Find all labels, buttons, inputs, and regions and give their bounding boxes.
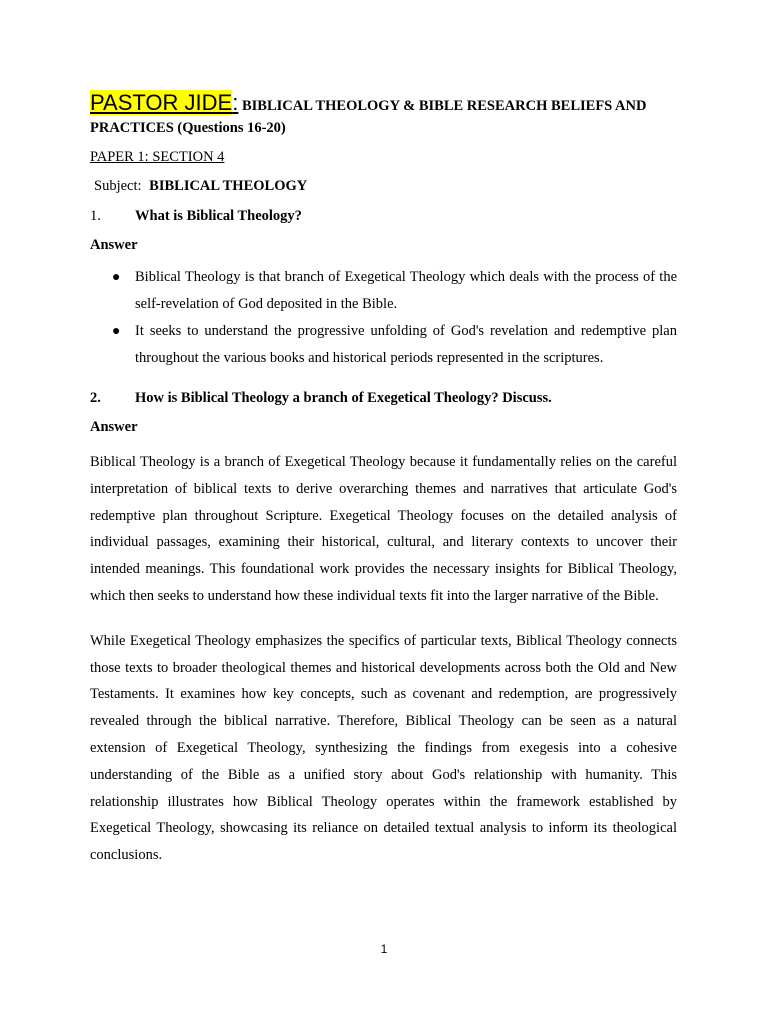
page-number: 1	[380, 942, 388, 956]
author-colon: :	[232, 90, 239, 115]
question-text: What is Biblical Theology?	[135, 208, 302, 224]
document-title	[90, 92, 677, 139]
bullet-text: Biblical Theology is that branch of Exegetical Theology which deals with the process of the self-revelation of God deposited in the Bible.	[135, 269, 677, 312]
list-item	[90, 318, 677, 372]
subject-line	[90, 176, 677, 196]
author-name-highlighted: PASTOR JIDE	[90, 90, 233, 115]
subject-label: Subject:	[94, 178, 142, 194]
question-2	[90, 388, 677, 408]
document-body	[90, 92, 677, 869]
section-heading: PAPER 1: SECTION 4	[90, 149, 225, 165]
bullet-icon: ●	[112, 270, 121, 285]
answer-bullet-list	[90, 264, 677, 372]
subject-value: BIBLICAL THEOLOGY	[149, 178, 308, 194]
bullet-icon: ●	[112, 324, 121, 339]
answer-label: Answer	[90, 237, 138, 253]
answer-label: Answer	[90, 419, 138, 435]
title-text: BIBLICAL THEOLOGY & BIBLE RESEARCH BELIEFS AND PRACTICES (Questions 16-20)	[90, 98, 647, 136]
list-item	[90, 264, 677, 318]
question-number: 2.	[90, 390, 101, 406]
bullet-text: It seeks to understand the progressive unfolding of God's revelation and redemptive plan throughout the various books and historical periods represented in the scriptures.	[135, 323, 677, 366]
question-text: How is Biblical Theology a branch of Exegetical Theology? Discuss.	[135, 390, 552, 406]
answer-paragraph: While Exegetical Theology emphasizes the specifics of particular texts, Biblical Theology connects those texts to broader theological themes and historical developments across both the Old and New Testaments. It examines how key concepts, such as covenant and redemption, are progressively revealed through the biblical narrative. Therefore, Biblical Theology can be seen as a natural extension of Exegetical Theology, synthesizing the findings from exegesis into a cohesive understanding of the Bible as a unified story about God's relationship with humanity. This relationship illustrates how Biblical Theology operates within the framework established by Exegetical Theology, showcasing its reliance on detailed textual analysis to inform its theological conclusions.	[90, 632, 677, 864]
question-1	[90, 206, 677, 226]
answer-paragraph: Biblical Theology is a branch of Exegetical Theology because it fundamentally relies on the careful interpretation of biblical texts to derive overarching themes and narratives that articulate God's redemptive plan throughout Scripture. Exegetical Theology focuses on the detailed analysis of individual passages, examining their historical, cultural, and literary contexts to uncover their intended meanings. This foundational work provides the necessary insights for Biblical Theology, which then seeks to understand how these individual texts fit into the larger narrative of the Bible.	[90, 454, 677, 604]
question-number: 1.	[90, 208, 101, 224]
